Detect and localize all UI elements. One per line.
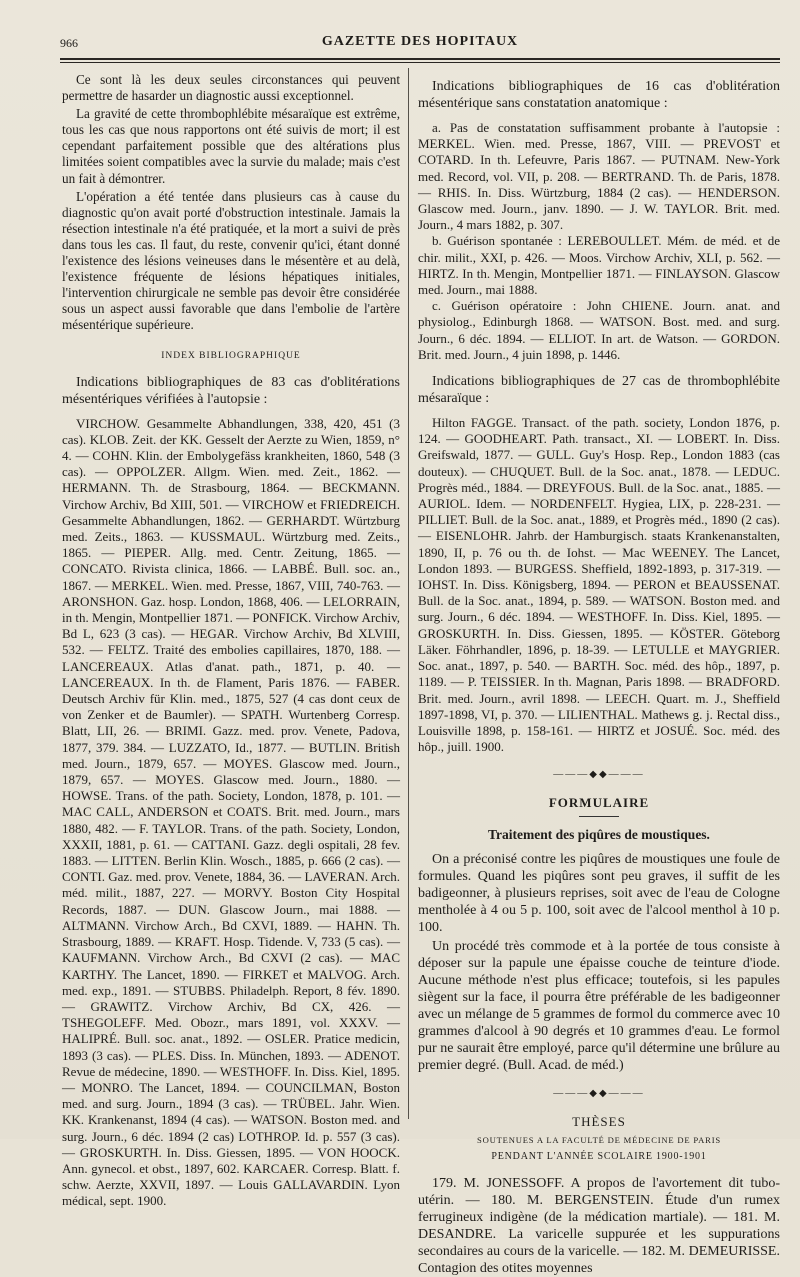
ornament-divider: ———◆◆——— (553, 769, 645, 781)
page-header (60, 30, 780, 56)
paragraph: On a préconisé contre les piqûres de moustiques une foule de formules. Quand les piqûres sont peu graves, il suffit de les badigeonner, à plusieurs reprises, soit avec de l'eau de Cologne mentholée à 4 ou 5 p. 100, soit avec de l'alcool menthol à 10 p. 100. (418, 851, 780, 935)
theses-list: 179. M. JONESSOFF. A propos de l'avortement dit tubo-utérin. — 180. M. BERGENSTEIN. Étude d'un rumex ferrugineux indigène (de la médication martiale). — 181. M. DESANDRE. La varicelle suppurée et les suppurations secondaires au cours de la varicelle. — 182. M. DEMEURISSE. Contagion des otites moyennes (418, 1175, 780, 1276)
theses-subtitle: SOUTENUES A LA FACULTÉ DE MÉDECINE DE PARIS (477, 1134, 721, 1145)
biblio-intro: Indications bibliographiques de 16 cas d'oblitération mésentérique sans constatation anatomique : (418, 79, 780, 111)
bibliography-list: a. Pas de constatation suffisamment probante à l'autopsie : MERKEL. Wien. med. Presse, 1867, VIII. — PREVOST et COTARD. In th. Lefeuvre, Paris 1867. — PUTNAM. New-York med. Record, vol. VII, p. 208. — BERTRAND. Th. de Paris, 1878. — RHIS. In. Diss. Würtzburg, 1884 (2 cas). — HENDERSON. Glascow med. Journ., janv. 1890. — J. W. TAYLOR. Brit. med. Journ., 4 mars 1882, p. 307. (418, 120, 780, 233)
short-rule (579, 816, 619, 817)
left-column (62, 72, 400, 1209)
biblio-intro: Indications bibliographiques de 83 cas d'oblitérations mésentériques vérifiées à l'autopsie : (62, 374, 400, 407)
theses-subtitle: PENDANT L'ANNÉE SCOLAIRE 1900-1901 (491, 1150, 707, 1162)
bibliography-list: c. Guérison opératoire : John CHIENE. Journ. anat. and physiolog., Edinburgh 1868. — WATSON. Bost. med. and surg. Journ., 6 déc. 1894. — ELLIOT. In art. de Watson. — GORDON. Brit. med. Journ., 4 juin 1898, p. 1446. (418, 298, 780, 362)
paragraph: Un procédé très commode et à la portée de tous consiste à déposer sur la papule une épaisse couche de teinture d'iode. Aucune méthode n'est plus efficace; toutefois, si les papules siègent sur la face, il pourra être préférable de les badigeonner avec un mélange de 5 grammes de formol du commerce avec 10 grammes d'alcool à 90 degrés et 10 grammes d'eau. Le formol pur ne saurait être employé, parce qu'il détermine une brûlure au premier degré. (Bull. Acad. de méd.) (418, 938, 780, 1073)
journal-title: GAZETTE DES HOPITAUX (321, 34, 519, 49)
index-heading: INDEX BIBLIOGRAPHIQUE (161, 350, 301, 361)
header-rule (60, 58, 780, 60)
ornament-divider: ———◆◆——— (553, 1087, 645, 1099)
paragraph: Ce sont là les deux seules circonstances qui peuvent permettre de hasarder un diagnostic aussi exceptionnel. (62, 72, 400, 104)
formulaire-subtitle: Traitement des piqûres de moustiques. (488, 826, 710, 842)
bibliography-list: Hilton FAGGE. Transact. of the path. society, London 1876, p. 124. — GOODHEART. Path. transact., XI. — LOBERT. In. Diss. Greifswald, 1877. — GULL. Guy's Hosp. Rep., London 1883 (cas douteux). — CHUQUET. Bull. de la Soc. anat., 1878. — LEDUC. Progrès méd., 1884. — DREYFOUS. Bull. de la Soc. anat., 1885. — AURIOL. Idem. — NORDENFELT. Hygiea, LIX, p. 228-231. — PILLIET. Bull. de la Soc. anat., 1889, et Progrès méd., 1890 (2 cas). — EISENLOHR. Jahrb. der Hamburgisch. staats Krankenanstalten, 1890, II, p. 76 ou th. de Iohst. — Mac WEENEY. The Lancet, London 1893. — BURGESS. Sheffield, 1892-1893, p. 317-319. — IOHST. In. Diss. Königsberg, 1894. — PERON et BEAUSSENAT. Bull. de la Soc. anat., 1894, p. 589. — WATSON. Boston med. and surg. Journ., 6 déc. 1894. — WESTHOFF. In. Diss. Kiel, 1895. — GROSKURTH. In. Diss. Giessen, 1895. — KÖSTER. Göteborg Läker. Föhrhandler, 1896, p. 18-39. — LETULLE et MAYGRIER. Soc. anat., 1897, p. 540. — BARTH. Soc. méd. des hôp., 1897, p. 1189. — P. TEISSIER. In th. Magnan, Paris 1898. — BRADFORD. Brit. med. Journ., avril 1898. — LEECH. Quart. m. J., Sheffield 1897-1898, VI, p. 370. — LILIENTHAL. Mathews g. j. Rectal diss., Louisville 1898, p. 158-161. — HIRTZ et JOSUÉ. Soc. méd. des hôp., juill. 1900. (418, 415, 780, 755)
bibliography-list: VIRCHOW. Gesammelte Abhandlungen, 338, 420, 451 (3 cas). KLOB. Zeit. der KK. Gesselt der Aerzte zu Wien, 1859, n° 4. — COHN. Klin. der Embolygefäss krankheiten, 1860, 548 (3 cas). — OPPOLZER. Allgm. Wien. med. Zeit., 1862. — HERMANN. Th. de Strasbourg, 1864. — BECKMANN. Virchow Archiv, Bd XIII, 501. — VIRCHOW et FRIEDREICH. Gesammelte Abhandlungen, 1862. — GERHARDT. Würtzburg med. Zeits., 1863. — KUSSMAUL. Würtzburg med. Zeits., 1865. — PIEPER. Allg. med. Centr. Zeitung, 1865. — CONCATO. Rivista clinica, 1866. — LABBÉ. Bull. soc. an., 1867. — MERKEL. Wien. med. Presse, 1867, VIII, 740-763. — ARONSHON. Gaz. hosp. London, 1868, 406. — LELORRAIN, in th. Mengin, Montpellier 1871. — PONFICK. Virchow Archiv, Bd L, 623 (3 cas). — HEGAR. Virchow Archiv, Bd XLVIII, 532. — FELTZ. Traité des embolies capillaires, 1870, 188. — LANCEREAUX. Atlas d'anat. path., 1871, p. 40. — LANCEREAUX. In th. de Flament, Paris 1876. — FABER. Deutsch Archiv für Klin. med., 1875, 527 (4 cas dont ceux de von Zenker et de Baumler). — SPATH. Wurtenberg Corresp. Blatt, LII, 26. — BRIMI. Gazz. med. prov. Venete, Padova, 1877, 379. 384. — LUZZATO, Id., 1877. — BUTLIN. British med. Journ., 1879, 657. — MOYES. Glascow med. Journ., 1879, 657. — MOYES. Glascow med. Journ., 1880. — HOWSE. Trans. of the path. Society, London, 1878, p. 101. — MAC CALL, ANDERSON et COATS. Brit. med. Journ., mars 1880, 482. — F. TAYLOR. Trans. of the path. Society, London, XXXII, 1881, p. 61. — CATTANI. Gazz. degli ospitali, 28 fev. 1883. — LITTEN. Berlin Klin. Wosch., 1885, p. 666 (2 cas). — CONTI. Gaz. med. prov. Venete, 1884, 36. — LAVERAN. Arch. méd. milit., 1887, 227. — MORVY. Boston City Hospital Records, 1887. — DUN. Glascow Journ., mai 1888. — ALTMANN. Virchow Arch., Bd CXVI, 1889. — HAHN. Th. Strasbourg, 1889. — KRAFT. Hosp. Tidende. V, 733 (5 cas). — KAUFMANN. Virchow Arch., Bd CXVI (2 cas). — MAC KARTHY. The Lancet, 1890. — FIRKET et MALVOG. Arch. med. exp., 1891. — STUBBS. Philadelph. Report, 8 fév. 1890. — GRAWITZ. Virchow Archiv, Bd CX, 426. — TSHEGOLEFF. Med. Obozr., mars 1891, vol. XXXV. — HALIPRÉ. Bull. soc. anat., 1892. — OSLER. Pratice medicin, 1893 (3 cas). — PLES. Diss. In. München, 1893. — ADENOT. Revue de médecine, 1890. — WESTHOFF. In. Diss. Kiel, 1895. — MONRO. The Lancet, 1894. — COUNCILMAN, Boston med. and surg. Journ., 1894 (3 cas). — TRÜBEL. Jahr. Wien. KK. Krankenanst, 1894 (4 cas). — WATSON. Boston med. and surg. Journ., 6 déc. 1894 (2 cas) LOTHROP. Id. p. 557 (3 cas). — GROSKURTH. In. Diss. Giessen, 1895. — VON HOOCK. Ann. gynecol. et obst., 1897, 602. KARCAER. Corresp. Blatt. f. schw. Aerzte, XXVII, 1897. — Louis GALLAVARDIN. Lyon médical, sept. 1900. (62, 415, 400, 1209)
biblio-intro: Indications bibliographiques de 27 cas de thrombophlébite mésaraïque : (418, 374, 780, 407)
header-rule-thin (60, 62, 780, 63)
page-number: 966 (60, 36, 78, 50)
theses-title: THÈSES (572, 1113, 626, 1129)
bibliography-list: b. Guérison spontanée : LEREBOULLET. Mém. de méd. et de chir. milit., XXI, p. 426. — Moos. Virchow Archiv, XLI, p. 562. — HIRTZ. In th. Mengin, Montpellier 1871. — FINLAYSON. Glascow med. Journ., mai 1888. (418, 233, 780, 298)
column-divider (408, 68, 409, 1119)
paragraph: L'opération a été tentée dans plusieurs cas à cause du diagnostic qu'on avait porté d'obstruction intestinale. Jamais la résection intestinale n'a été pratiquée, et la mort a suivi de près dans tous les cas. Il faut, du reste, convenir qu'ici, étant donné l'existence des lésions veineuses dans le mésentère et au delà, l'existence fréquente de lésions hépatiques initiales, l'intervention chirurgicale ne semble pas devoir être considérée sous un aspect aussi favorable que dans l'embolie de l'artère mésentérique supérieure. (62, 188, 400, 333)
paragraph: La gravité de cette thrombophlébite mésaraïque est extrême, tous les cas que nous rapportons ont été suivis de mort; il est cependant parfaitement possible que des altérations plus limitées soient compatibles avec la survie du malade; mais c'est un fait à démontrer. (62, 106, 400, 186)
right-column (418, 72, 780, 1276)
formulaire-title: FORMULAIRE (548, 795, 650, 811)
